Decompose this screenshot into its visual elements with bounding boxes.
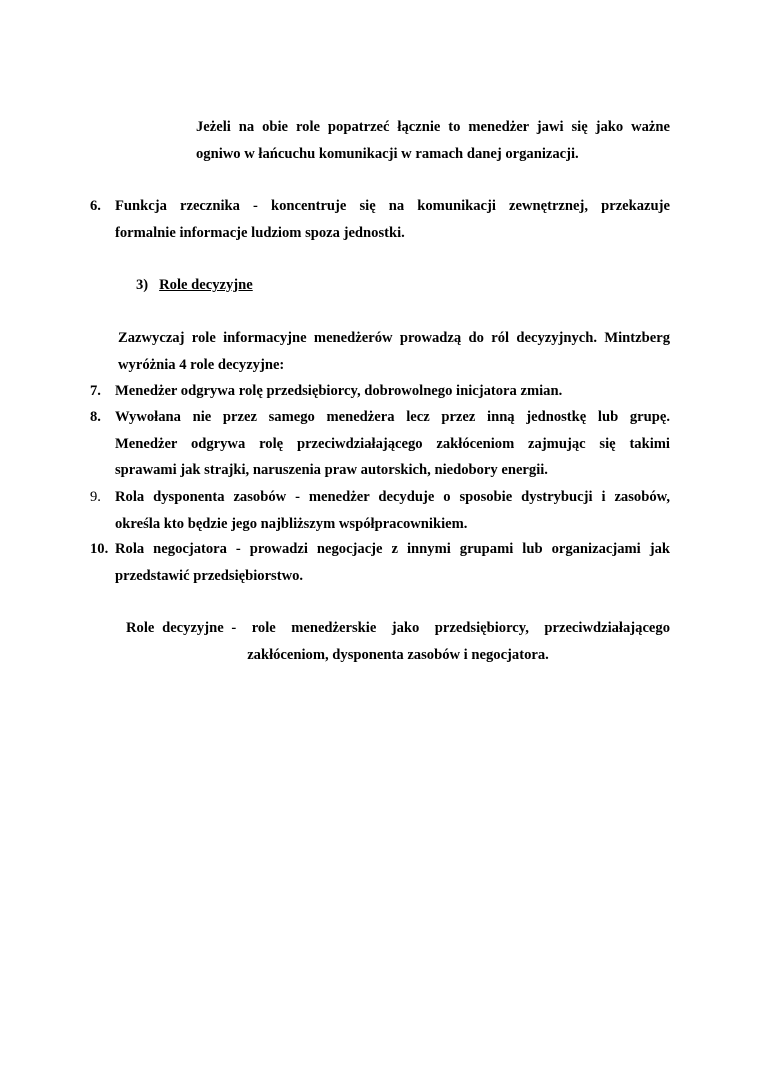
list-item-6 [90, 193, 670, 246]
list-item-6-line-1: Funkcja rzecznika - koncentruje się na komunikacji zewnętrznej, przekazuje [115, 198, 670, 214]
section-heading [136, 272, 436, 299]
section-heading-title: Role decyzyjne [159, 277, 253, 293]
list-item-9-line-1: Rola dysponenta zasobów - menedżer decyduje o sposobie dystrybucji i zasobów, [115, 489, 670, 505]
list-item-8-line-3: sprawami jak strajki, naruszenia praw autorskich, niedobory energii. [115, 462, 548, 478]
list-item-10-number: 10. [90, 541, 109, 557]
intro-line-2: ogniwo w łańcuchu komunikacji w ramach danej organizacji. [196, 145, 579, 162]
list-item-10 [90, 536, 670, 589]
list-item-7 [90, 378, 670, 405]
summary-paragraph [126, 615, 670, 668]
intro-line-1: Jeżeli na obie role popatrzeć łącznie to menedżer jawi się jako ważne [196, 119, 670, 135]
list-item-10-line-2: przedstawić przedsiębiorstwo. [115, 567, 304, 584]
list-item-8-line-1: Wywołana nie przez samego menedżera lecz przez inną jednostkę lub grupę. [115, 409, 670, 425]
body-paragraph [118, 325, 670, 378]
body-paragraph-line-1: Zazwyczaj role informacyjne menedżerów prowadzą do ról decyzyjnych. Mintzberg [118, 330, 670, 346]
list-item-9-line-2: określa kto będzie jego najbliższym współpracownikiem. [115, 515, 468, 532]
list-item-8 [90, 404, 670, 484]
summary-line-2: zakłóceniom, dysponenta zasobów i negocjatora. [247, 646, 549, 663]
list-item-6-number: 6. [90, 198, 101, 214]
list-item-6-line-2: formalnie informacje ludziom spoza jednostki. [115, 224, 405, 241]
intro-paragraph [196, 114, 670, 167]
body-paragraph-line-2: wyróżnia 4 role decyzyjne: [118, 356, 285, 373]
list-item-9-number: 9. [90, 489, 101, 505]
summary-line-1: Role decyzyjne - role menedżerskie jako przedsiębiorcy, przeciwdziałającego [126, 620, 670, 636]
list-item-7-line-1: Menedżer odgrywa rolę przedsiębiorcy, dobrowolnego inicjatora zmian. [115, 383, 563, 399]
list-item-10-line-1: Rola negocjatora - prowadzi negocjacje z innymi grupami lub organizacjami jak [115, 541, 670, 557]
list-item-8-number: 8. [90, 409, 101, 425]
list-item-9 [90, 484, 670, 537]
section-heading-number: 3) [136, 277, 149, 293]
list-item-8-line-2: Menedżer odgrywa rolę przeciwdziałającego zakłóceniom zajmując się takimi [115, 435, 670, 452]
list-item-7-number: 7. [90, 383, 101, 399]
